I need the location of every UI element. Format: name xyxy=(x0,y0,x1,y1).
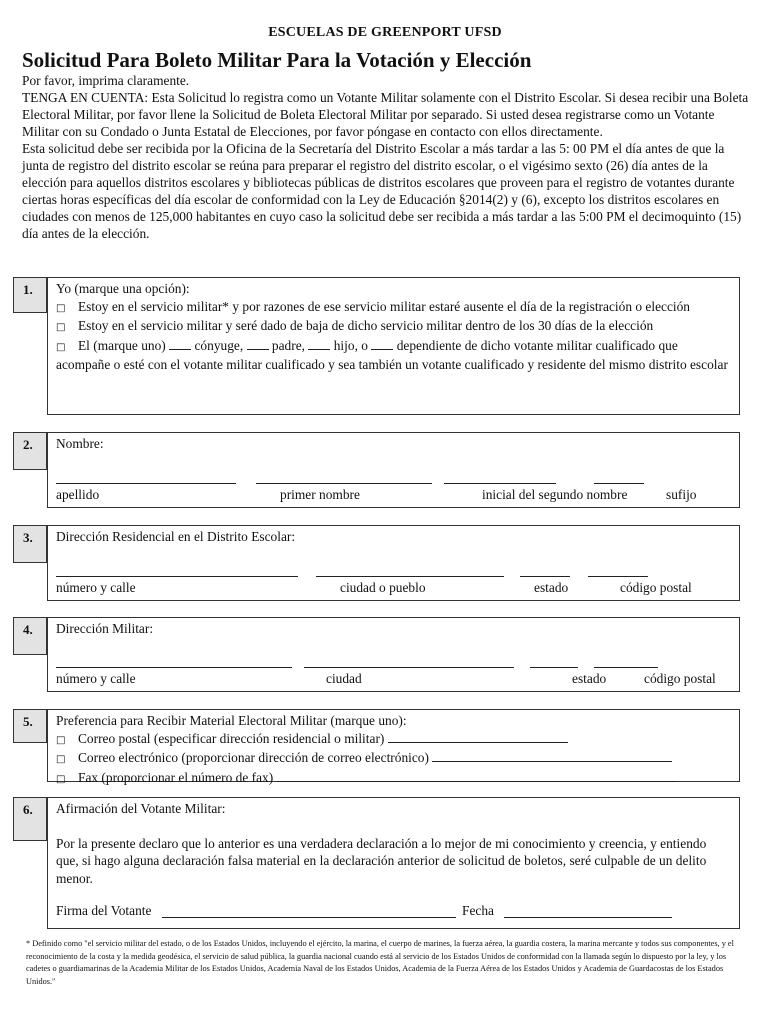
dependent-option[interactable] xyxy=(56,337,731,374)
affirmation-statement: Por la presente declaro que lo anterior es una verdadera declaración a lo mejor de mi conocimiento y creencia, y entiendo que, si hago alguna declaración falsa material en la declaración anterior de solicitud de boletos, seré culpable de un delito menor. xyxy=(56,835,707,886)
military-absent-label: Estoy en el servicio militar* y por razones de ese servicio militar estaré ausente el día de la registración o elección xyxy=(78,298,691,314)
military-address-heading: Dirección Militar: xyxy=(56,621,154,636)
checkbox-icon[interactable]: □ xyxy=(56,302,66,314)
intro-block xyxy=(22,72,752,242)
date-label: Fecha xyxy=(462,903,494,918)
fax-label: Fax (proporcionar el número de fax) xyxy=(78,769,274,785)
suffix-field[interactable] xyxy=(594,483,644,484)
zip-label: código postal xyxy=(620,580,692,595)
last-name-label: apellido xyxy=(56,487,100,502)
first-name-label: primer nombre xyxy=(280,487,360,502)
section-2 xyxy=(13,432,740,508)
district-name: ESCUELAS DE GREENPORT UFSD xyxy=(268,25,502,40)
checkbox-icon[interactable]: □ xyxy=(56,322,66,333)
section-number-box xyxy=(13,432,47,470)
middle-initial-field[interactable] xyxy=(444,483,556,484)
section-number: 4. xyxy=(23,622,33,637)
form-title: Solicitud Para Boleto Militar Para la Votación y Elección xyxy=(22,48,532,72)
child-label: hijo, o xyxy=(333,337,368,353)
deadline-note: Esta solicitud debe ser recibida por la Oficina de la Secretaría del Distrito Escolar a más tardar a las 5: 00 PM el día antes de que la junta de registro del distrito escolar se reúna para preparar el registro del distrito escolar, o el vigésimo sexto (26) día antes de la elección para aquellos distritos escolares y bibliotecas públicas de distritos escolares que proveen para el registro de votantes durante ciertas horas específicas del día escolar de conformidad con la Ley de Educación §2014(2) y (6), excepto los distritos escolares en ciudades con menos de 125,000 habitantes en cuyo caso la solicitud debe ser recibida a más tardar a las 5:00 PM el decimoquinto (15) día antes de la elección. xyxy=(22,141,742,241)
section-number: 6. xyxy=(23,802,33,817)
section-number: 2. xyxy=(23,437,33,452)
email-label: Correo electrónico (proporcionar dirección de correo electrónico) xyxy=(78,750,429,765)
section-number: 5. xyxy=(23,714,33,729)
dependent-label-start: El (marque uno) xyxy=(78,337,166,353)
section-1-content xyxy=(47,277,740,415)
first-name-field[interactable] xyxy=(256,483,432,484)
military-state-label: estado xyxy=(572,671,607,686)
section-3-content xyxy=(47,525,740,601)
registration-note: TENGA EN CUENTA: Esta Solicitud lo registra como un Votante Militar solamente con el Distrito Escolar. Si desea recibir una Boleta Electoral Militar, por favor llene la Solicitud de Boleta Electoral Militar por separado. Si usted desea registrarse como un Votante Militar con su Condado o Junta Estatal de Elecciones, por favor póngase en contacto con ellos directamente. xyxy=(22,90,749,139)
state-label: estado xyxy=(534,580,569,595)
section-4-content xyxy=(47,617,740,692)
affirmation-heading: Afirmación del Votante Militar: xyxy=(56,801,226,816)
section-1-heading: Yo (marque una opción): xyxy=(56,281,190,296)
suffix-label: sufijo xyxy=(666,487,697,502)
email-address-field[interactable] xyxy=(432,749,672,762)
checkbox-icon[interactable]: □ xyxy=(56,341,66,353)
middle-initial-label: inicial del segundo nombre xyxy=(482,487,628,502)
city-town-label: ciudad o pueblo xyxy=(340,580,426,595)
military-definition-footnote: * Definido como "el servicio militar del estado, o de los Estados Unidos, incluyendo el ejército, la marina, el cuerpo de marines, la fuerza aérea, la guardia costera, la marina mercante y todos sus componentes, y el reconocimiento de la costa y la medida geodésica, el servicio de salud pública, la guardia nacional cuando está al servicio de los Estados Unidos de conformidad con la llamada según lo dispuesto por la ley, y los cadetes o guardiamarinas de la Academia Militar de los Estados Unidos, Academia Naval de los Estados Unidos, Academia de la Fuerza Aérea de los Estados Unidos y Academia de Guardacostas de los Estados Unidos." xyxy=(26,939,734,986)
military-city-field[interactable] xyxy=(304,667,514,668)
residential-address-heading: Dirección Residencial en el Distrito Escolar: xyxy=(56,529,296,544)
delivery-preference-heading: Preferencia para Recibir Material Electoral Militar (marque uno): xyxy=(56,713,407,728)
military-state-field[interactable] xyxy=(530,667,578,668)
spouse-blank[interactable] xyxy=(169,337,191,350)
state-field[interactable] xyxy=(520,576,570,577)
section-6-content xyxy=(47,797,740,929)
fax-option[interactable] xyxy=(56,769,731,789)
section-number-box xyxy=(13,797,47,841)
section-3 xyxy=(13,525,740,601)
section-number-box xyxy=(13,277,47,313)
street-label: número y calle xyxy=(56,580,136,595)
parent-blank[interactable] xyxy=(247,337,269,350)
military-absent-option[interactable] xyxy=(56,298,731,318)
mail-option[interactable] xyxy=(56,730,731,750)
dependent-label-end: dependiente de dicho votante militar cualificado que acompañe o esté con el votante militar cualificado y sea también un votante cualificado y residente del mismo distrito escolar xyxy=(56,337,728,372)
city-town-field[interactable] xyxy=(316,576,504,577)
section-number-box xyxy=(13,617,47,655)
print-note: Por favor, imprima claramente. xyxy=(22,73,190,88)
last-name-field[interactable] xyxy=(56,483,236,484)
discharge-label: Estoy en el servicio militar y seré dado de baja de dicho servicio militar dentro de los 30 días de la elección xyxy=(78,318,654,333)
checkbox-icon[interactable]: □ xyxy=(56,754,66,765)
date-field[interactable] xyxy=(504,917,672,918)
checkbox-icon[interactable]: □ xyxy=(56,773,66,785)
checkbox-icon[interactable]: □ xyxy=(56,734,66,746)
spouse-label: cónyuge, xyxy=(194,337,244,353)
section-1 xyxy=(13,277,740,415)
military-street-label: número y calle xyxy=(56,671,136,686)
child-blank[interactable] xyxy=(308,337,330,350)
section-number: 3. xyxy=(23,530,33,545)
signature-label: Firma del Votante xyxy=(56,903,152,918)
street-field[interactable] xyxy=(56,576,298,577)
section-5 xyxy=(13,709,740,785)
military-street-field[interactable] xyxy=(56,667,292,668)
military-zip-label: código postal xyxy=(644,671,716,686)
section-number-box xyxy=(13,525,47,563)
section-6 xyxy=(13,797,740,929)
dependent-blank[interactable] xyxy=(371,337,393,350)
military-zip-field[interactable] xyxy=(594,667,658,668)
section-5-content xyxy=(47,709,740,785)
section-4 xyxy=(13,617,740,692)
section-number-box xyxy=(13,709,47,743)
signature-field[interactable] xyxy=(162,917,456,918)
section-number: 1. xyxy=(23,282,33,297)
discharge-option[interactable] xyxy=(56,317,731,337)
parent-label: padre, xyxy=(271,337,306,353)
section-2-content xyxy=(47,432,740,508)
military-city-label: ciudad xyxy=(326,671,362,686)
email-option[interactable] xyxy=(56,749,731,769)
name-heading: Nombre: xyxy=(56,436,104,451)
mail-label: Correo postal (especificar dirección residencial o militar) xyxy=(78,730,385,746)
zip-field[interactable] xyxy=(588,576,648,577)
fax-number-field[interactable] xyxy=(277,769,677,782)
mail-address-field[interactable] xyxy=(388,730,568,743)
